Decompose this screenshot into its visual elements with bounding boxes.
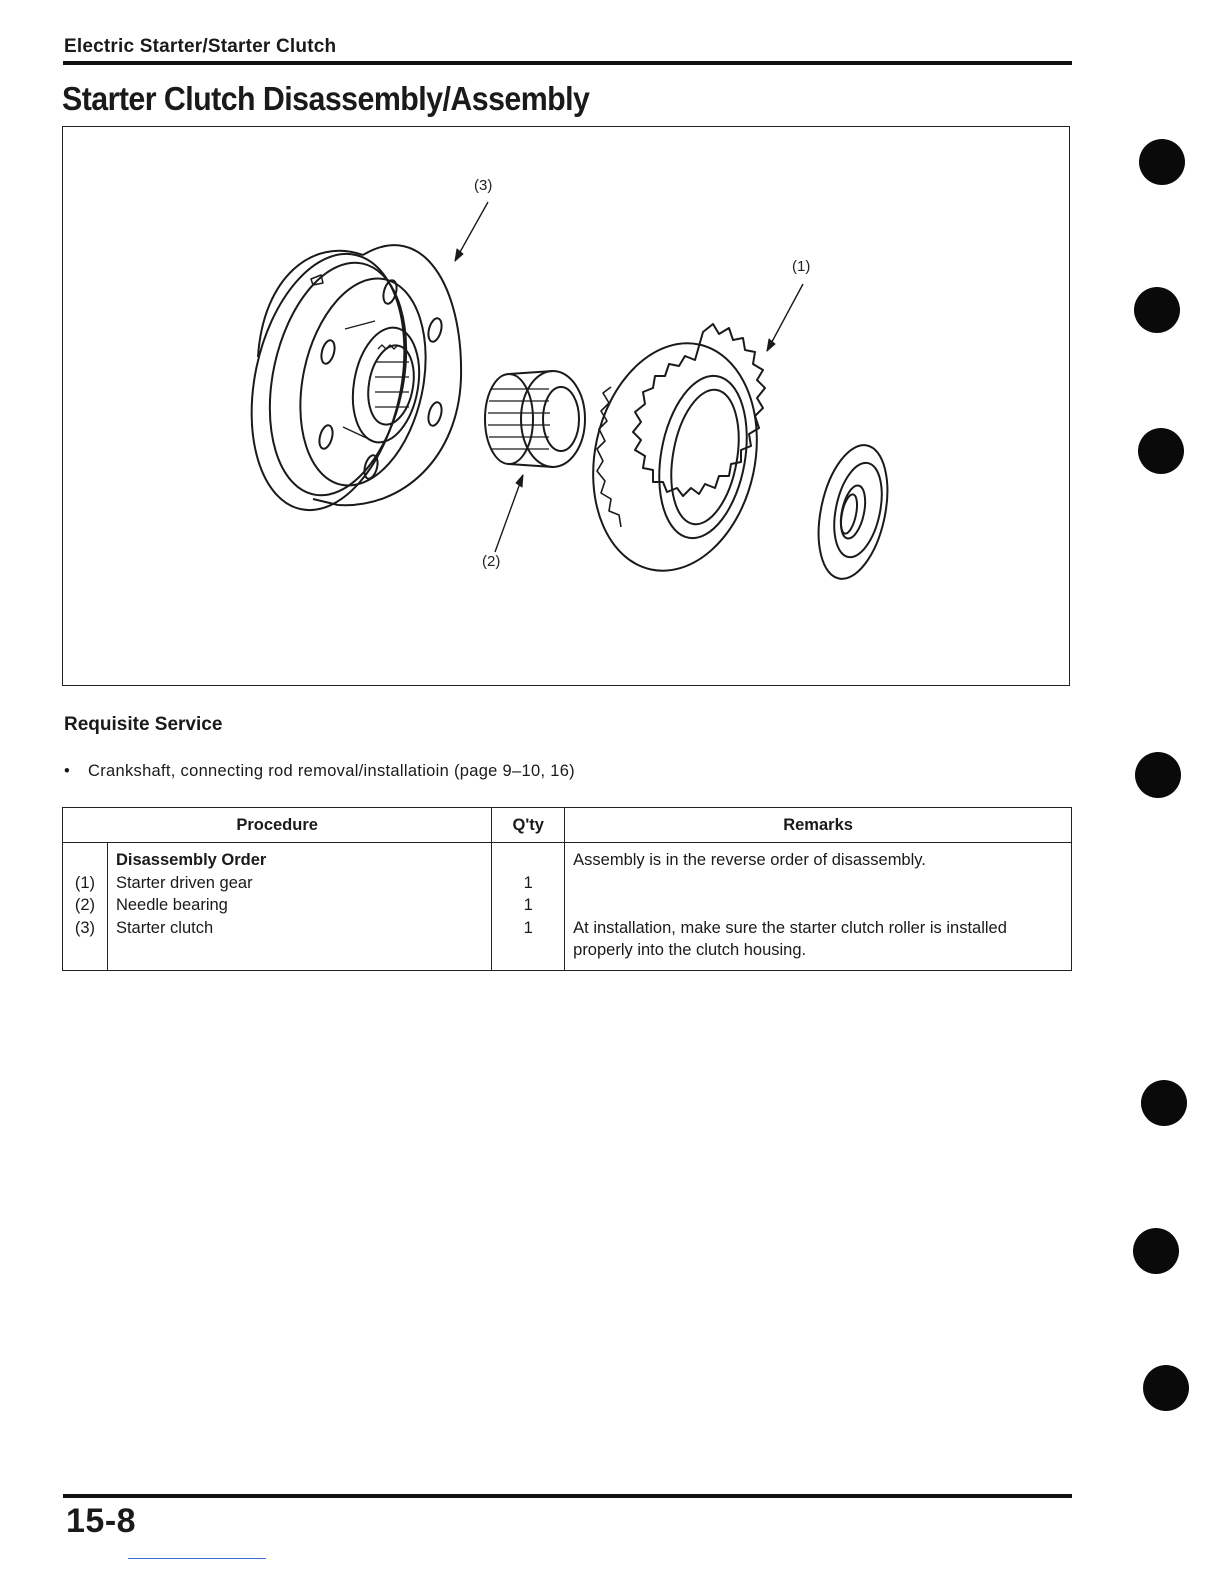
header-rule [63, 61, 1072, 65]
table-header-row [63, 808, 1072, 843]
requisite-service-item [64, 762, 575, 781]
procedure-step: Needle bearing [115, 896, 228, 914]
remarks-column [565, 843, 1072, 971]
disassembly-order-title: Disassembly Order [115, 851, 267, 869]
callout-3: (3) [474, 177, 493, 194]
remark-text: Assembly is in the reverse order of disassembly. [573, 851, 926, 869]
needle-bearing-drawing [485, 371, 585, 467]
requisite-service-heading: Requisite Service [64, 714, 223, 735]
procedure-table [62, 807, 1072, 971]
procedure-step: Starter driven gear [115, 873, 253, 892]
table-row [63, 843, 1072, 971]
remark-text: At installation, make sure the starter clutch roller is installed [573, 918, 1007, 937]
thrust-washer-drawing [808, 439, 899, 585]
remark-text: properly into the clutch housing. [573, 941, 807, 959]
page-title: Starter Clutch Disassembly/Assembly [62, 80, 590, 117]
remark-text [573, 872, 1063, 895]
leader-arrow-1 [767, 339, 775, 351]
starter-driven-gear-drawing [573, 324, 777, 586]
leader-line-1 [767, 284, 803, 351]
callout-2: (2) [482, 553, 501, 570]
exploded-view-figure [62, 126, 1070, 686]
leader-arrow-3 [455, 249, 463, 261]
page-number: 15-8 [66, 1502, 137, 1540]
exploded-view-illustration [63, 127, 1071, 687]
procedure-header: Procedure [63, 808, 492, 843]
binder-hole-icon [1138, 428, 1184, 474]
binder-hole-icon [1134, 287, 1180, 333]
procedure-step: Starter clutch [115, 918, 214, 937]
item-number: (1) [74, 873, 96, 892]
callout-1: (1) [792, 258, 811, 275]
qty-column [492, 843, 565, 971]
section-header: Electric Starter/Starter Clutch [64, 36, 337, 57]
binder-hole-icon [1141, 1080, 1187, 1126]
requisite-service-text: Crankshaft, connecting rod removal/installatioin (page 9–10, 16) [88, 762, 575, 780]
binder-hole-icon [1135, 752, 1181, 798]
item-number: (3) [74, 918, 96, 937]
qty-header: Q'ty [492, 808, 565, 843]
item-number-column [63, 843, 108, 971]
starter-clutch-drawing [230, 240, 462, 525]
qty-value: 1 [523, 896, 533, 914]
qty-value: 1 [523, 873, 533, 892]
procedure-column [107, 843, 491, 971]
footer-rule [63, 1494, 1072, 1498]
qty-value: 1 [523, 918, 533, 937]
scan-underline-mark [128, 1558, 266, 1559]
remark-text [573, 894, 1063, 917]
leader-arrow-2 [516, 475, 523, 487]
remarks-header: Remarks [565, 808, 1072, 843]
binder-hole-icon [1143, 1365, 1189, 1411]
leader-line-2 [495, 475, 523, 552]
binder-hole-icon [1139, 139, 1185, 185]
bullet-icon: • [64, 762, 71, 780]
binder-hole-icon [1133, 1228, 1179, 1274]
item-number: (2) [74, 896, 96, 914]
